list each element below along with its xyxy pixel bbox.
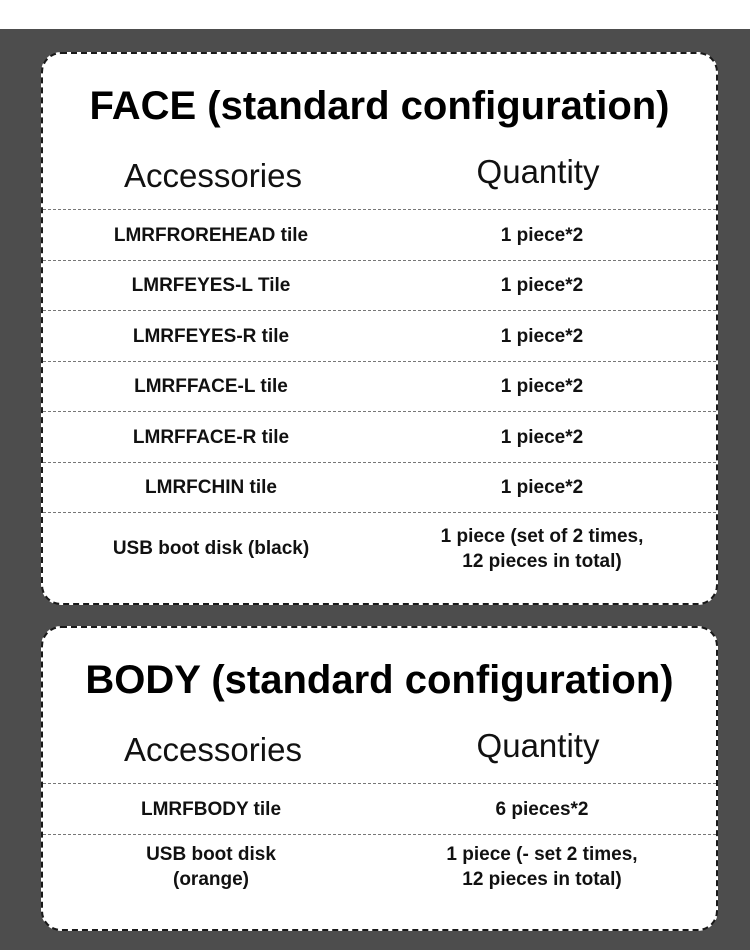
quantity-cell: 1 piece*2 bbox=[500, 224, 584, 246]
quantity-cell: 1 piece*2 bbox=[500, 426, 584, 448]
table-row bbox=[43, 361, 716, 411]
table-row bbox=[43, 512, 716, 598]
quantity-line: 1 piece (- set 2 times, bbox=[446, 843, 638, 865]
quantity-cell: 1 piece*2 bbox=[500, 376, 584, 397]
quantity-line: 12 pieces in total) bbox=[462, 550, 622, 572]
quantity-cell bbox=[379, 524, 705, 574]
body-accessories-header: Accessories bbox=[124, 731, 302, 768]
face-table bbox=[43, 209, 716, 598]
table-row bbox=[43, 834, 716, 922]
quantity-cell bbox=[379, 842, 705, 892]
accessory-cell: LMRFEYES-L Tile bbox=[131, 275, 291, 296]
table-row bbox=[43, 310, 716, 361]
table-row bbox=[43, 260, 716, 310]
table-row bbox=[43, 209, 716, 260]
table-row bbox=[43, 462, 716, 512]
quantity-cell: 1 piece*2 bbox=[500, 325, 584, 347]
body-table bbox=[43, 783, 716, 922]
face-config-card bbox=[41, 52, 718, 605]
accessory-cell bbox=[43, 842, 379, 892]
accessory-cell: LMRFFACE-L tile bbox=[134, 376, 288, 397]
accessory-line: USB boot disk bbox=[146, 843, 276, 865]
quantity-cell: 6 pieces*2 bbox=[495, 798, 589, 820]
accessory-cell: LMRFBODY tile bbox=[140, 798, 282, 820]
table-row bbox=[43, 783, 716, 834]
accessory-cell: LMRFFACE-R tile bbox=[132, 426, 290, 448]
face-accessories-header: Accessories bbox=[124, 157, 302, 194]
body-title: BODY (standard configuration) bbox=[85, 658, 674, 702]
quantity-line: 12 pieces in total) bbox=[462, 868, 622, 890]
body-config-card bbox=[41, 626, 718, 931]
accessory-cell: LMRFCHIN tile bbox=[145, 477, 277, 498]
quantity-cell: 1 piece*2 bbox=[500, 275, 584, 296]
accessory-cell: LMRFROREHEAD tile bbox=[113, 224, 309, 246]
accessory-cell: LMRFEYES-R tile bbox=[132, 325, 290, 347]
body-quantity-header: Quantity bbox=[476, 727, 600, 764]
accessory-line: (orange) bbox=[173, 868, 249, 890]
face-quantity-header: Quantity bbox=[476, 153, 600, 190]
table-row bbox=[43, 411, 716, 462]
quantity-cell: 1 piece*2 bbox=[500, 477, 584, 498]
quantity-line: 1 piece (set of 2 times, bbox=[440, 525, 644, 547]
accessory-cell: USB boot disk (black) bbox=[112, 538, 310, 559]
face-title: FACE (standard configuration) bbox=[89, 84, 670, 128]
